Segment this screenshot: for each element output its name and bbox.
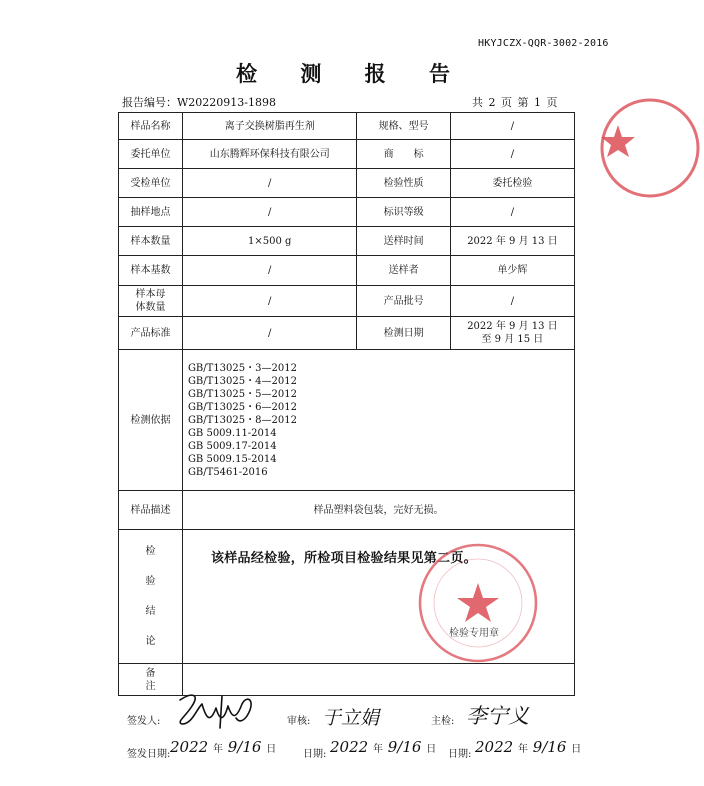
review-date-label: 日期: (303, 749, 327, 760)
reviewer-label: 审核: (287, 716, 311, 727)
field-value (450, 317, 574, 350)
report-title: 检 测 报 告 (236, 61, 468, 86)
standard-item: GB 5009.17-2014 (187, 440, 277, 452)
field-value: / (182, 198, 357, 227)
conclusion-label-char: 论 (145, 635, 156, 647)
field-label: 样品名称 (119, 113, 183, 140)
institution-seal-top (590, 90, 700, 220)
review-date (330, 738, 436, 756)
remark-label-char: 注 (145, 680, 156, 692)
conclusion-label-char: 检 (145, 545, 156, 557)
issuer-signature (170, 688, 270, 730)
field-value: / (450, 198, 574, 227)
field-value: 委托检验 (450, 169, 574, 198)
field-label-line: 样本母 (135, 289, 166, 300)
document-code: HKYJCZX-QQR-3002-2016 (478, 38, 609, 49)
field-label: 送样时间 (357, 227, 450, 256)
table-row (119, 113, 575, 140)
field-value: 1×500 g (182, 227, 357, 256)
table-row (119, 256, 575, 286)
table-row (119, 140, 575, 169)
date-day-unit: 日 (426, 744, 437, 755)
standard-item: GB/T13025・4—2012 (187, 375, 297, 387)
field-value: / (450, 113, 574, 140)
seal-caption: 检验专用章 (449, 628, 499, 639)
standard-item: GB/T13025・6—2012 (187, 401, 297, 413)
conclusion-label (119, 530, 183, 664)
table-row (119, 491, 575, 530)
basis-list (182, 350, 574, 491)
remark-label-char: 备 (145, 667, 156, 679)
field-label: 样本基数 (119, 256, 183, 286)
field-label (119, 286, 183, 317)
field-label: 规格、型号 (357, 113, 450, 140)
field-label: 检验性质 (357, 169, 450, 198)
field-value-line: 至 9 月 15 日 (481, 334, 544, 345)
date-year: 2022 (475, 738, 514, 756)
conclusion-label-char: 结 (145, 605, 156, 617)
date-year: 2022 (330, 738, 369, 756)
field-label: 受检单位 (119, 169, 183, 198)
date-slash: / (542, 738, 548, 756)
field-value: / (450, 286, 574, 317)
date-day-unit: 日 (266, 744, 277, 755)
date-year: 2022 (170, 738, 209, 756)
date-month: 9 (532, 738, 543, 756)
field-value: 2022 年 9 月 13 日 (450, 227, 574, 256)
field-label: 抽样地点 (119, 198, 183, 227)
date-year-unit: 年 (212, 744, 223, 755)
field-value: / (182, 256, 357, 286)
date-month: 9 (227, 738, 238, 756)
field-label: 检测日期 (357, 317, 450, 350)
table-row (119, 350, 575, 491)
date-month: 9 (387, 738, 398, 756)
chief-date (475, 738, 581, 756)
date-day: 16 (402, 738, 422, 756)
field-value: / (450, 140, 574, 169)
standard-item: GB 5009.11-2014 (187, 427, 277, 439)
description-value: 样品塑料袋包装，完好无损。 (182, 491, 574, 530)
field-label: 产品批号 (357, 286, 450, 317)
field-value: 离子交换树脂再生剂 (182, 113, 357, 140)
standard-item: GB/T13025・8—2012 (187, 414, 297, 426)
field-label: 标识等级 (357, 198, 450, 227)
reviewer-signature: 于立娟 (322, 707, 380, 729)
date-slash: / (237, 738, 243, 756)
standard-item: GB 5009.15-2014 (187, 453, 277, 465)
field-value: / (182, 169, 357, 198)
field-label: 产品标准 (119, 317, 183, 350)
table-row (119, 286, 575, 317)
page-count: 共 2 页 第 1 页 (472, 96, 559, 109)
conclusion-text: 该样品经检验，所检项目检验结果见第二页。 (182, 530, 574, 664)
date-day: 16 (547, 738, 567, 756)
date-day: 16 (242, 738, 262, 756)
field-value: / (182, 286, 357, 317)
table-row (119, 169, 575, 198)
conclusion-label-char: 验 (145, 575, 156, 587)
field-label: 委托单位 (119, 140, 183, 169)
standard-item: GB/T5461-2016 (187, 466, 268, 478)
field-label: 送样者 (357, 256, 450, 286)
inspection-seal (413, 538, 543, 668)
standard-item: GB/T13025・3—2012 (187, 362, 297, 374)
chief-signature: 李宁义 (466, 704, 529, 728)
date-year-unit: 年 (517, 744, 528, 755)
chief-date-label: 日期: (448, 749, 472, 760)
report-number-value: W20220913-1898 (177, 96, 277, 109)
field-label-line: 体数量 (135, 302, 166, 313)
date-day-unit: 日 (571, 744, 582, 755)
field-value: / (182, 317, 357, 350)
date-slash: / (397, 738, 403, 756)
table-row (119, 317, 575, 350)
standard-item: GB/T13025・5—2012 (187, 388, 297, 400)
issue-date (170, 738, 276, 756)
issue-date-label: 签发日期: (127, 749, 171, 760)
report-number (122, 94, 276, 110)
table-row (119, 198, 575, 227)
issuer-label: 签发人: (127, 716, 161, 727)
description-label: 样品描述 (119, 491, 183, 530)
basis-label: 检测依据 (119, 350, 183, 491)
field-label: 样本数量 (119, 227, 183, 256)
field-label: 商 标 (357, 140, 450, 169)
table-row (119, 227, 575, 256)
field-value-line: 2022 年 9 月 13 日 (467, 321, 558, 332)
field-value: 单少辉 (450, 256, 574, 286)
field-value: 山东腾辉环保科技有限公司 (182, 140, 357, 169)
chief-label: 主检: (431, 716, 455, 727)
report-number-label: 报告编号： (122, 96, 177, 109)
date-year-unit: 年 (372, 744, 383, 755)
